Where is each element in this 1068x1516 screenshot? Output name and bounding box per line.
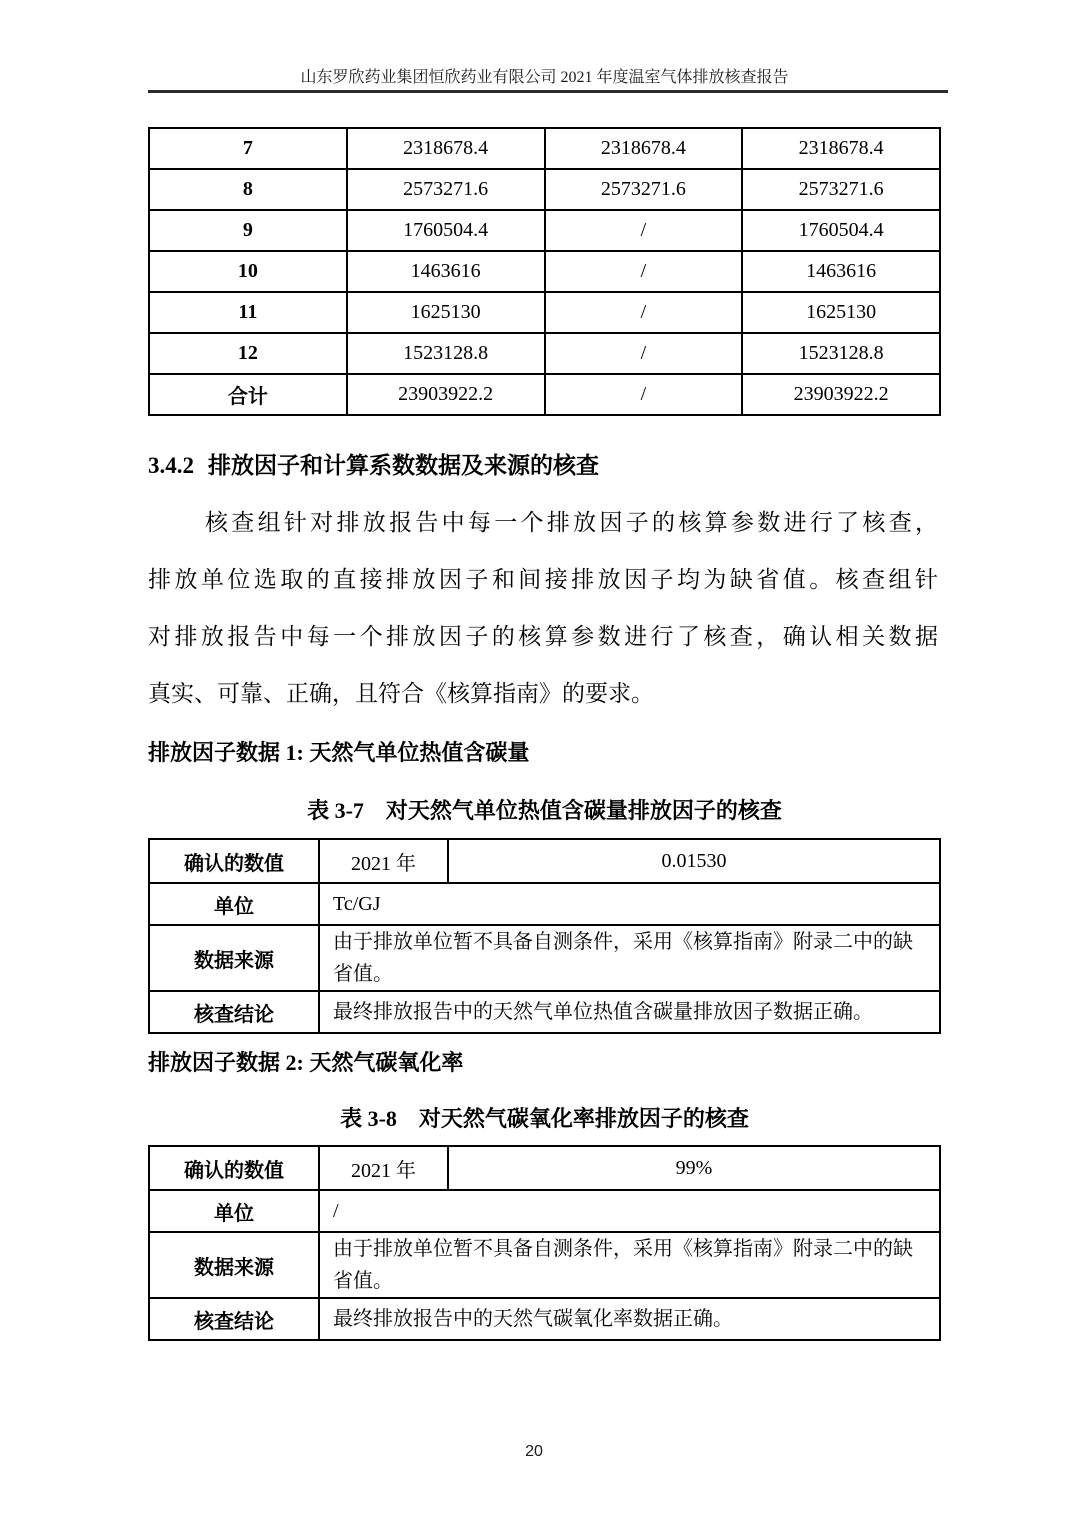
page-number: 20 xyxy=(525,1443,543,1460)
value-cell: 1760504.4 xyxy=(347,210,545,251)
month-cell: 7 xyxy=(149,128,347,169)
paragraph-line: 核查组针对排放报告中每一个排放因子的核算参数进行了核查， xyxy=(205,510,938,535)
value-cell: / xyxy=(545,292,743,333)
table-3-7-caption xyxy=(148,794,941,825)
table-row xyxy=(149,210,940,251)
row-label-cell: 数据来源 xyxy=(149,925,319,991)
table-row xyxy=(149,839,940,883)
value-cell: 1625130 xyxy=(742,292,940,333)
value-cell: 2573271.6 xyxy=(545,169,743,210)
row-label-cell: 核查结论 xyxy=(149,1298,319,1340)
section-heading-342 xyxy=(148,447,941,480)
value-cell: 1760504.4 xyxy=(742,210,940,251)
value-cell: 2573271.6 xyxy=(742,169,940,210)
value-cell: / xyxy=(545,333,743,374)
total-label-cell: 合计 xyxy=(149,374,347,415)
header-rule xyxy=(148,90,948,93)
value-cell: / xyxy=(545,251,743,292)
table-row xyxy=(149,1190,940,1232)
data-source-cell: 由于排放单位暂不具备自测条件，采用《核算指南》附录二中的缺省值。 xyxy=(319,1232,940,1298)
table-3-8 xyxy=(148,1145,941,1341)
confirmed-value-cell: 0.01530 xyxy=(448,839,940,883)
row-label-cell: 确认的数值 xyxy=(149,839,319,883)
value-cell: / xyxy=(545,374,743,415)
data-source-cell: 由于排放单位暂不具备自测条件，采用《核算指南》附录二中的缺省值。 xyxy=(319,925,940,991)
month-cell: 8 xyxy=(149,169,347,210)
unit-cell: / xyxy=(319,1190,940,1232)
paragraph-line: 对排放报告中每一个排放因子的核算参数进行了核查，确认相关数据 xyxy=(148,624,938,649)
month-cell: 9 xyxy=(149,210,347,251)
row-label-cell: 单位 xyxy=(149,1190,319,1232)
table-3-7-caption-label: 表 3-7 xyxy=(307,798,364,823)
table-row xyxy=(149,1232,940,1298)
table-row xyxy=(149,1146,940,1190)
table-row xyxy=(149,1298,940,1340)
monthly-data-table xyxy=(148,127,941,416)
value-cell: / xyxy=(545,210,743,251)
table-3-7 xyxy=(148,838,941,1034)
value-cell: 1463616 xyxy=(742,251,940,292)
section-title: 排放因子和计算系数数据及来源的核查 xyxy=(208,453,599,478)
table-row-total xyxy=(149,374,940,415)
value-cell: 2318678.4 xyxy=(742,128,940,169)
month-cell: 10 xyxy=(149,251,347,292)
value-cell: 1523128.8 xyxy=(347,333,545,374)
table-row xyxy=(149,333,940,374)
value-cell: 1463616 xyxy=(347,251,545,292)
table-row xyxy=(149,883,940,925)
row-label-cell: 数据来源 xyxy=(149,1232,319,1298)
row-label-cell: 确认的数值 xyxy=(149,1146,319,1190)
table-3-8-caption-title: 对天然气碳氧化率排放因子的核查 xyxy=(418,1106,749,1131)
section-number: 3.4.2 xyxy=(148,453,194,478)
confirmed-value-cell: 99% xyxy=(448,1146,940,1190)
conclusion-cell: 最终排放报告中的天然气碳氧化率数据正确。 xyxy=(319,1298,940,1340)
body-paragraph xyxy=(148,498,938,726)
value-cell: 1523128.8 xyxy=(742,333,940,374)
year-cell: 2021 年 xyxy=(319,839,448,883)
value-cell: 1625130 xyxy=(347,292,545,333)
table-3-7-caption-title: 对天然气单位热值含碳量排放因子的核查 xyxy=(385,798,782,823)
table-3-8-caption xyxy=(148,1102,941,1133)
month-cell: 12 xyxy=(149,333,347,374)
year-cell: 2021 年 xyxy=(319,1146,448,1190)
month-cell: 11 xyxy=(149,292,347,333)
row-label-cell: 单位 xyxy=(149,883,319,925)
value-cell: 23903922.2 xyxy=(742,374,940,415)
table-row xyxy=(149,292,940,333)
value-cell: 23903922.2 xyxy=(347,374,545,415)
table-3-8-caption-label: 表 3-8 xyxy=(340,1106,397,1131)
header-title: 山东罗欣药业集团恒欣药业有限公司 2021 年度温室气体排放核查报告 xyxy=(300,69,789,86)
table-row xyxy=(149,169,940,210)
value-cell: 2318678.4 xyxy=(347,128,545,169)
table-row xyxy=(149,991,940,1033)
paragraph-line: 真实、可靠、正确，且符合《核算指南》的要求。 xyxy=(148,681,654,706)
factor1-heading: 排放因子数据 1: 天然气单位热值含碳量 xyxy=(148,740,530,765)
factor2-heading: 排放因子数据 2: 天然气碳氧化率 xyxy=(148,1050,464,1075)
table-row xyxy=(149,925,940,991)
table-row xyxy=(149,128,940,169)
value-cell: 2318678.4 xyxy=(545,128,743,169)
value-cell: 2573271.6 xyxy=(347,169,545,210)
conclusion-cell: 最终排放报告中的天然气单位热值含碳量排放因子数据正确。 xyxy=(319,991,940,1033)
paragraph-line: 排放单位选取的直接排放因子和间接排放因子均为缺省值。核查组针 xyxy=(148,567,938,592)
unit-cell: Tc/GJ xyxy=(319,883,940,925)
table-row xyxy=(149,251,940,292)
row-label-cell: 核查结论 xyxy=(149,991,319,1033)
